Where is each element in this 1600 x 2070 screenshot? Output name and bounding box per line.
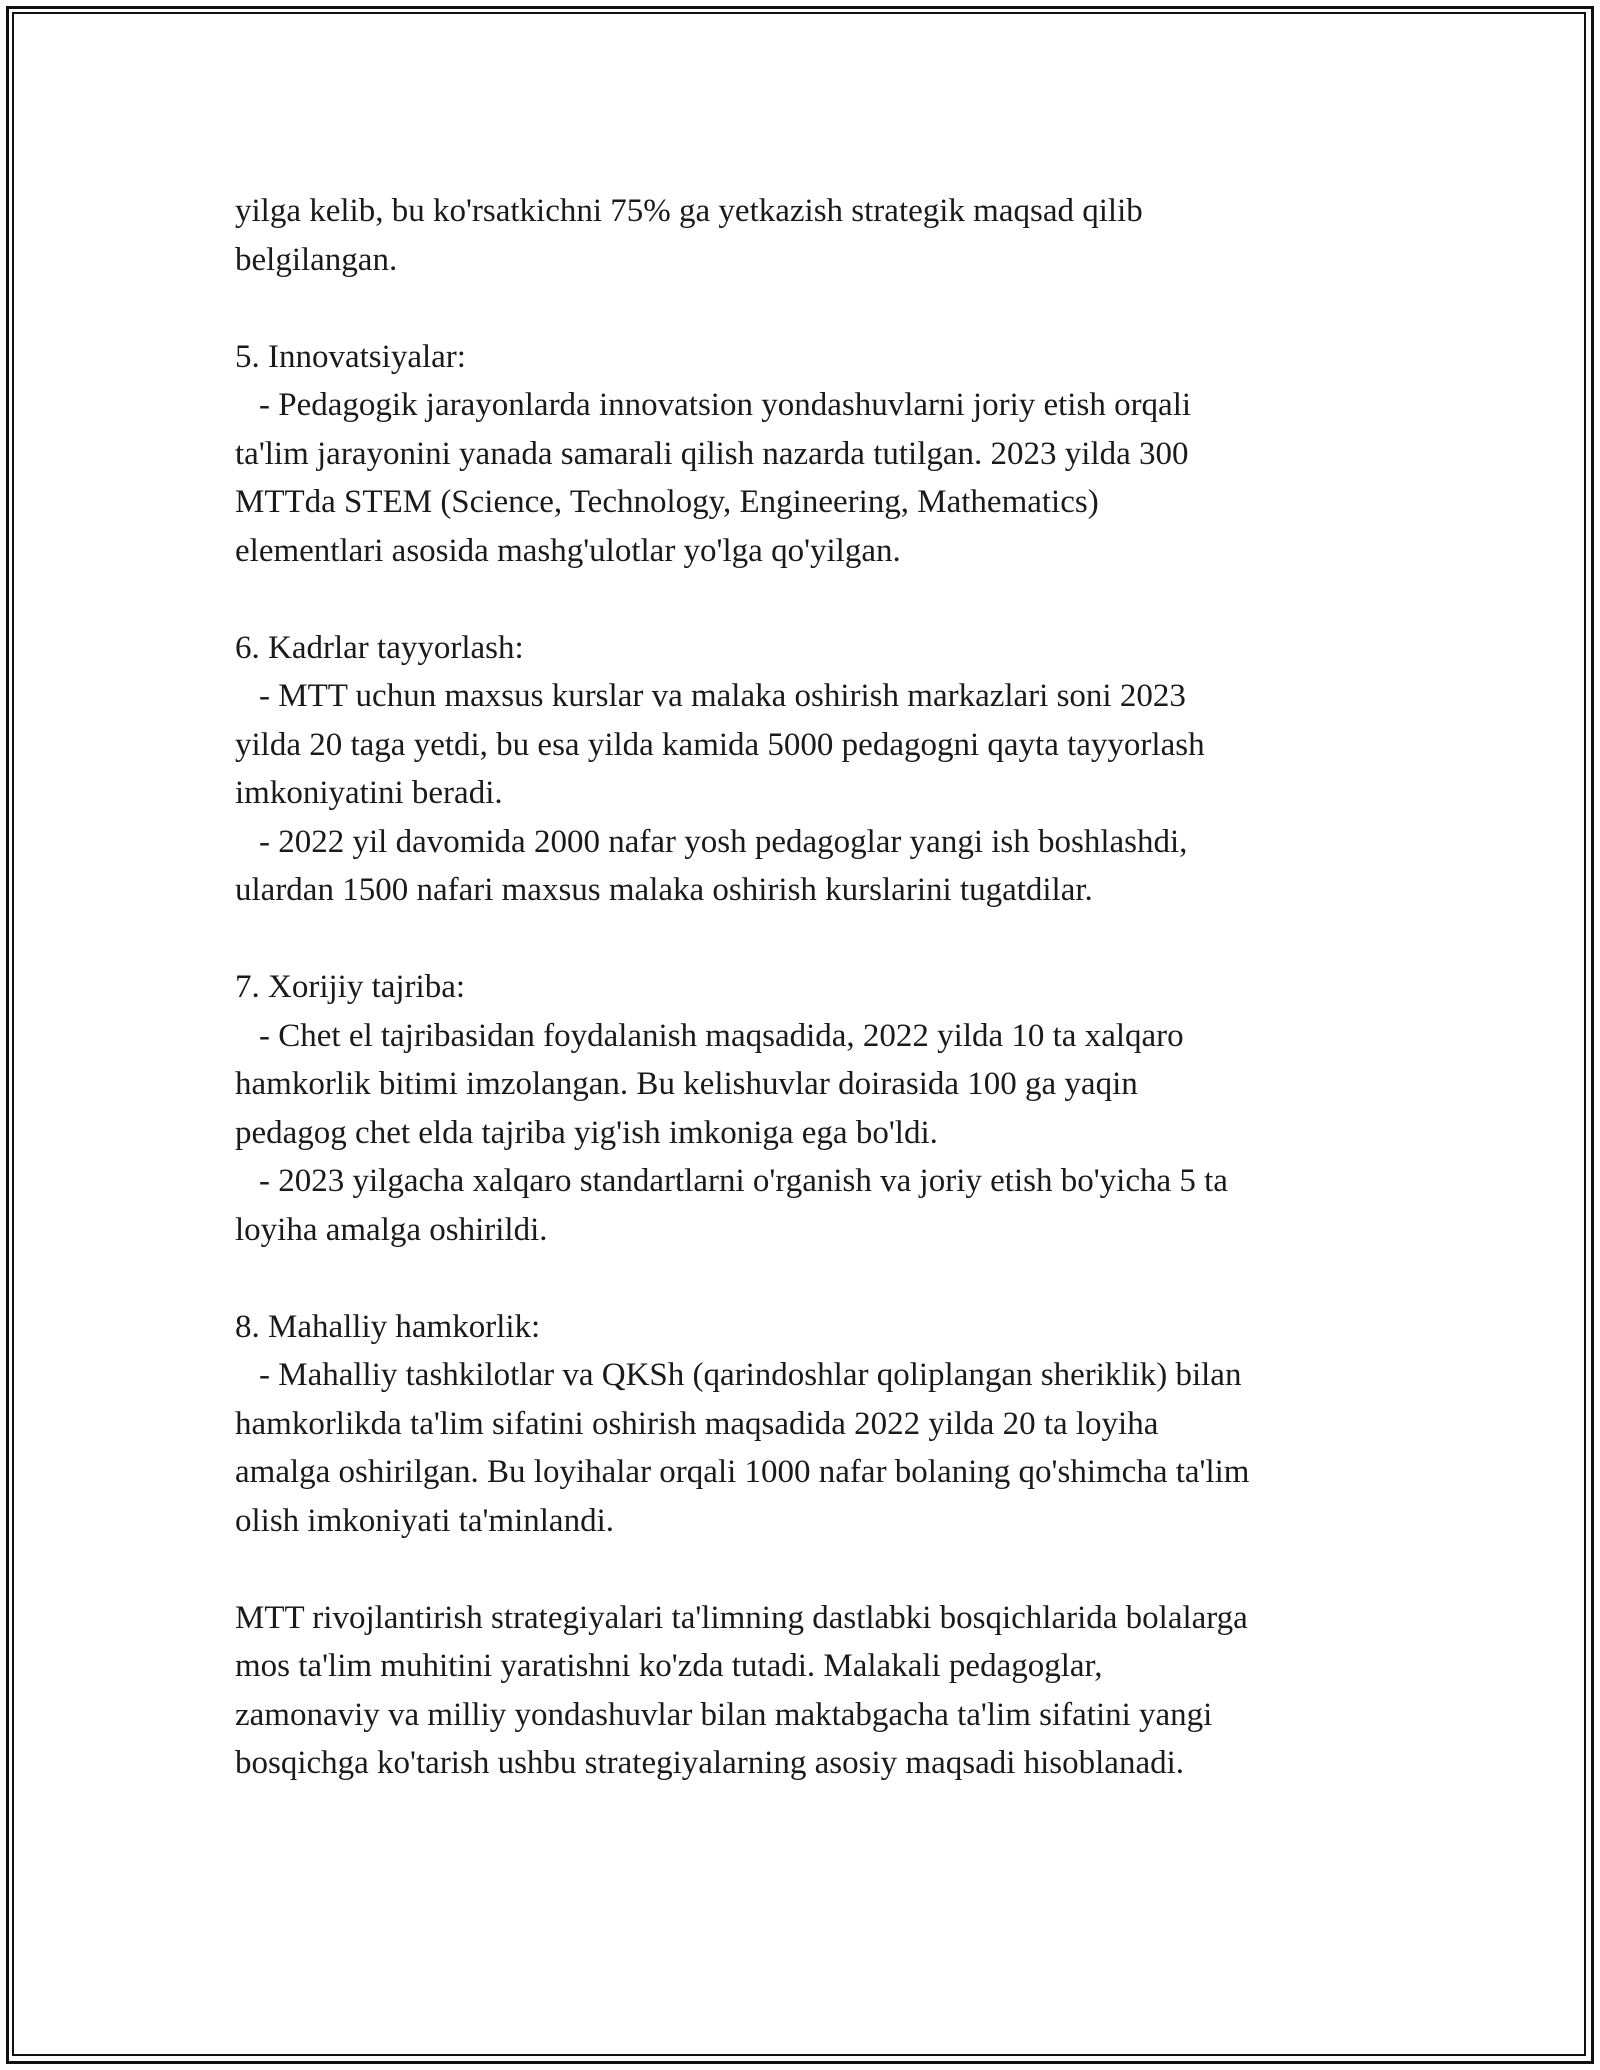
list-item — [235, 381, 1375, 575]
section-heading: 6. Kadrlar tayyorlash: — [235, 629, 524, 666]
text-line: bosqichga ko'tarish ushbu strategiyalarning asosiy maqsadi hisoblanadi. — [235, 1745, 1185, 1781]
list-item — [235, 1157, 1375, 1254]
text-line: imkoniyatini beradi. — [235, 775, 503, 811]
text-line: - Pedagogik jarayonlarda innovatsion yondashuvlarni joriy etish orqali — [259, 387, 1192, 423]
text-line: mos ta'lim muhitini yaratishni ko'zda tutadi. Malakali pedagoglar, — [235, 1648, 1103, 1684]
section-xorijiy-tajriba — [235, 963, 1375, 1254]
section-heading: 8. Mahalliy hamkorlik: — [235, 1308, 541, 1345]
text-line: MTT rivojlantirish strategiyalari ta'limning dastlabki bosqichlarida bolalarga — [235, 1599, 1248, 1636]
list-item — [235, 818, 1375, 915]
text-line: yilda 20 taga yetdi, bu esa yilda kamida 5000 pedagogni qayta tayyorlash — [235, 726, 1205, 763]
section-innovatsiyalar — [235, 333, 1375, 576]
conclusion-paragraph — [235, 1594, 1375, 1788]
text-line: - 2022 yil davomida 2000 nafar yosh pedagoglar yangi ish boshlashdi, — [259, 823, 1188, 860]
text-line: - Chet el tajribasidan foydalanish maqsadida, 2022 yilda 10 ta xalqaro — [259, 1017, 1184, 1054]
section-heading: 7. Xorijiy tajriba: — [235, 969, 466, 1005]
section-heading: 5. Innovatsiyalar: — [235, 338, 466, 375]
text-line: - 2023 yilgacha xalqaro standartlarni o'rganish va joriy etish bo'yicha 5 ta — [259, 1163, 1228, 1199]
section-mahalliy-hamkorlik — [235, 1303, 1375, 1546]
intro-paragraph — [235, 187, 1375, 284]
text-line: hamkorlikda ta'lim sifatini oshirish maqsadida 2022 yilda 20 ta loyiha — [235, 1405, 1159, 1442]
text-line: amalga oshirilgan. Bu loyihalar orqali 1000 nafar bolaning qo'shimcha ta'lim — [235, 1454, 1250, 1490]
text-line: MTTda STEM (Science, Technology, Engineering, Mathematics) — [235, 484, 1099, 520]
text-line: olish imkoniyati ta'minlandi. — [235, 1502, 615, 1539]
text-line: - MTT uchun maxsus kurslar va malaka oshirish markazlari soni 2023 — [259, 678, 1186, 714]
text-line: - Mahalliy tashkilotlar va QKSh (qarindoshlar qoliplangan sheriklik) bilan — [259, 1357, 1242, 1393]
text-line: pedagog chet elda tajriba yig'ish imkoniga ega bo'ldi. — [235, 1114, 938, 1151]
list-item — [235, 1351, 1375, 1545]
text-line: hamkorlik bitimi imzolangan. Bu kelishuvlar doirasida 100 ga yaqin — [235, 1066, 1138, 1102]
text-line: yilga kelib, bu ko'rsatkichni 75% ga yetkazish strategik maqsad qilib — [235, 193, 1143, 229]
text-line: zamonaviy va milliy yondashuvlar bilan maktabgacha ta'lim sifatini yangi — [235, 1696, 1213, 1733]
text-line: ta'lim jarayonini yanada samarali qilish nazarda tutilgan. 2023 yilda 300 — [235, 435, 1189, 472]
text-line: ulardan 1500 nafari maxsus malaka oshirish kurslarini tugatdilar. — [235, 872, 1093, 908]
list-item — [235, 672, 1375, 818]
document-body — [235, 187, 1375, 1788]
text-line: belgilangan. — [235, 241, 398, 278]
list-item — [235, 1012, 1375, 1158]
text-line: loyiha amalga oshirildi. — [235, 1211, 548, 1248]
text-line: elementlari asosida mashg'ulotlar yo'lga qo'yilgan. — [235, 532, 901, 569]
section-kadrlar-tayyorlash — [235, 624, 1375, 915]
